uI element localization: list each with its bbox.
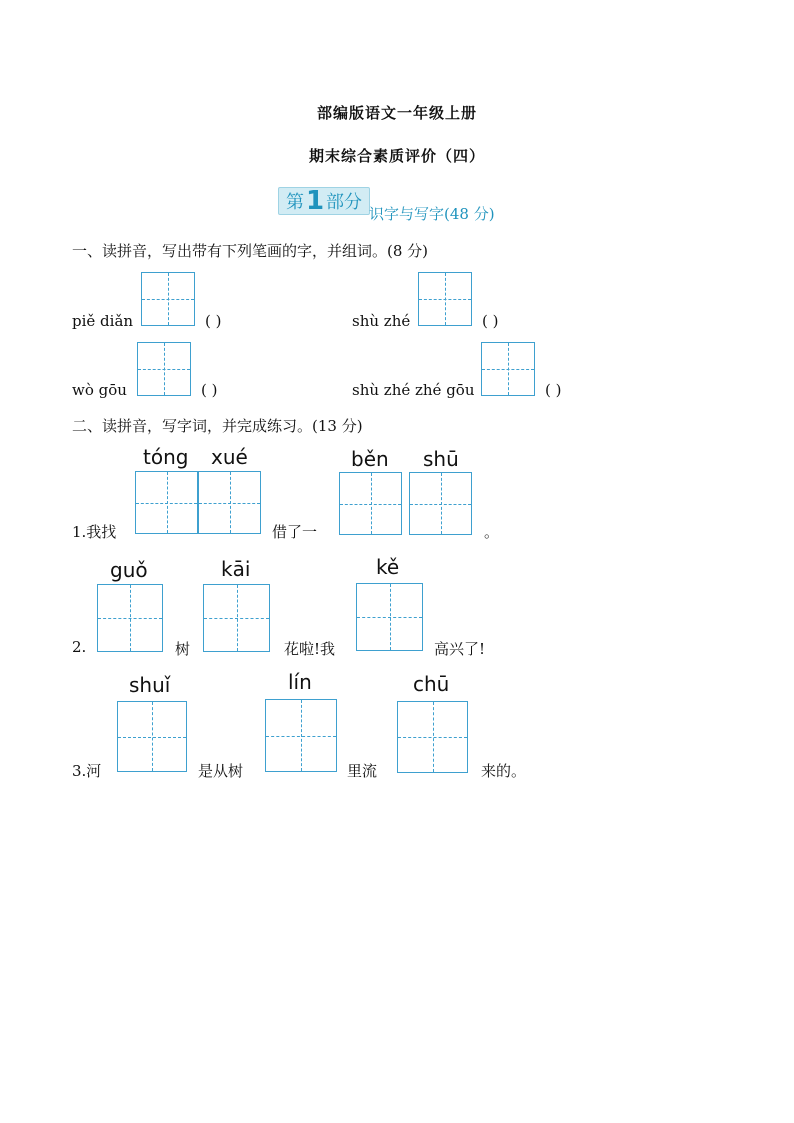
pinyin-tong: tóng <box>143 445 189 469</box>
sentence-1-text-3: 。 <box>484 523 500 541</box>
writing-grid[interactable] <box>97 584 163 652</box>
writing-grid[interactable] <box>356 583 423 651</box>
sentence-2-text-2: 树 <box>175 640 191 658</box>
section-title: 识字与写字(48 分) <box>369 205 495 223</box>
sentence-3-text-1: 3.河 <box>72 762 102 780</box>
document-title: 部编版语文一年级上册 <box>316 104 477 122</box>
writing-grid[interactable] <box>397 701 468 773</box>
q1-pinyin-1: piě diǎn <box>72 312 134 330</box>
badge-suffix: 部分 <box>326 192 363 213</box>
sentence-3-text-2: 是从树 <box>198 762 244 780</box>
pinyin-chu: chū <box>413 672 450 696</box>
pinyin-guo: guǒ <box>110 558 148 582</box>
document-subtitle: 期末综合素质评价（四） <box>308 147 485 165</box>
writing-grid[interactable] <box>137 342 191 396</box>
sentence-1-text-2: 借了一 <box>272 523 318 541</box>
badge-number: 1 <box>305 186 325 216</box>
q1-pinyin-4: shù zhé zhé gōu <box>352 381 475 399</box>
q1-paren-4[interactable]: ( ) <box>545 381 562 399</box>
q1-paren-2[interactable]: ( ) <box>482 312 499 330</box>
pinyin-xue: xué <box>211 445 248 469</box>
writing-grid[interactable] <box>481 342 535 396</box>
writing-grid[interactable] <box>418 272 472 326</box>
q1-pinyin-3: wò gōu <box>72 381 127 399</box>
pinyin-kai: kāi <box>221 557 251 581</box>
q1-paren-1[interactable]: ( ) <box>205 312 222 330</box>
pinyin-shu: shū <box>423 447 459 471</box>
pinyin-ke: kě <box>376 555 400 579</box>
sentence-2-text-3: 花啦!我 <box>284 640 336 658</box>
section-badge <box>278 187 370 215</box>
pinyin-ben: běn <box>351 447 389 471</box>
writing-grid[interactable] <box>135 471 198 534</box>
badge-prefix: 第 <box>285 192 304 213</box>
q1-pinyin-2: shù zhé <box>352 312 411 330</box>
writing-grid[interactable] <box>117 701 187 772</box>
question-1-prompt: 一、读拼音，写出带有下列笔画的字，并组词。(8 分) <box>72 242 429 260</box>
writing-grid[interactable] <box>203 584 270 652</box>
sentence-2-text-1: 2. <box>72 638 87 656</box>
writing-grid[interactable] <box>409 472 472 535</box>
pinyin-lin: lín <box>288 670 312 694</box>
sentence-3-text-3: 里流 <box>347 762 378 780</box>
question-2-prompt: 二、读拼音，写字词，并完成练习。(13 分) <box>72 417 363 435</box>
sentence-1-text-1: 1.我找 <box>72 523 117 541</box>
writing-grid[interactable] <box>141 272 195 326</box>
pinyin-shui: shuǐ <box>129 673 171 697</box>
writing-grid[interactable] <box>198 471 261 534</box>
sentence-3-text-4: 来的。 <box>481 762 527 780</box>
q1-paren-3[interactable]: ( ) <box>201 381 218 399</box>
writing-grid[interactable] <box>265 699 337 772</box>
writing-grid[interactable] <box>339 472 402 535</box>
sentence-2-text-4: 高兴了! <box>434 640 486 658</box>
